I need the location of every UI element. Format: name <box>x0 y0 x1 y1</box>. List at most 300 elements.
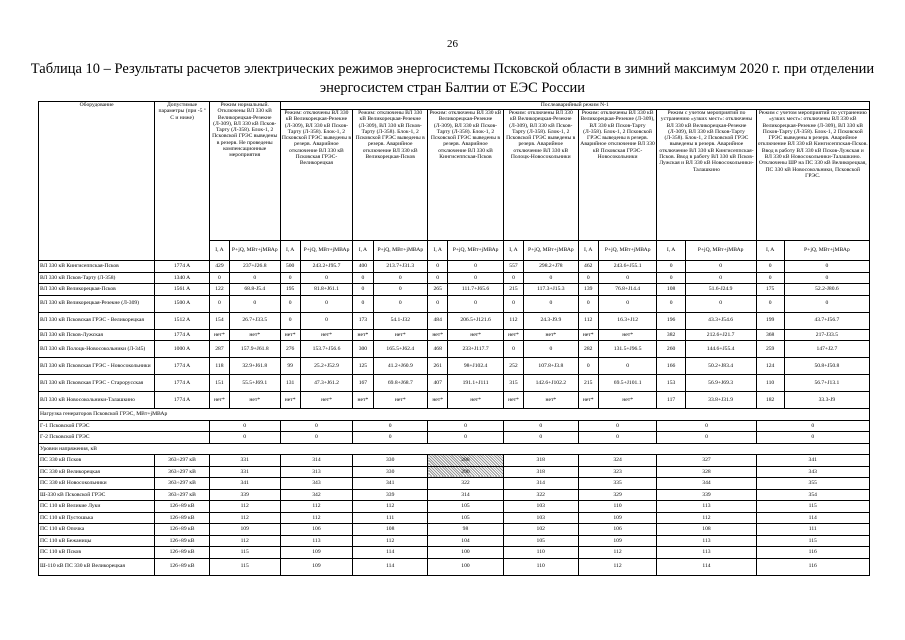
voltage-value: 106 <box>578 524 657 536</box>
line-value: 173 <box>353 312 373 329</box>
header-allowed-params: Допустимые параметры (при -5 º С и ниже) <box>155 102 210 261</box>
table-row <box>39 329 870 341</box>
generator-value: 0 <box>503 420 578 432</box>
table-row <box>39 466 870 478</box>
voltage-value: 290 <box>428 466 504 478</box>
voltage-allowed: 126÷89 кВ <box>155 501 210 513</box>
voltage-value: 322 <box>428 478 504 490</box>
header-mode-1: Режим: отключены ВЛ 330 кВ Великорецкая-Резекне (Л-309), ВЛ 330 кВ Псков-Тарту (Л-358). Блок-1, 2 Псковской ГРЭС выведены в резерв. Аварийное отключение ВЛ 330 кВ Псковская ГРЭС-Великорецкая <box>280 110 353 241</box>
line-value: 215 <box>503 284 523 296</box>
voltage-value: 103 <box>503 512 578 524</box>
voltage-value: 313 <box>280 466 353 478</box>
header-mode-3: Режим: отключены ВЛ 330 кВ Великорецкая-Резекне (Л-309), ВЛ 330 кВ Псков-Тарту (Л-358). Блок-1, 2 Псковской ГРЭС выведены в резерв. Аварийное отключение ВЛ 330 кВ Кингисеппская-Псков <box>428 110 504 241</box>
line-value: 43.7+J56.7 <box>784 312 869 329</box>
line-value: 0 <box>503 341 523 358</box>
line-value: 0 <box>448 295 504 312</box>
line-value: 0 <box>524 272 579 284</box>
header-col-power: P+jQ, МВт+jМВАр <box>598 241 657 261</box>
line-value: 81.8+J61.1 <box>300 284 353 296</box>
generator-value: 0 <box>209 420 280 432</box>
header-mode-5: Режим: отключены ВЛ 330 кВ Великорецкая-Резекне (Л-309), ВЛ 330 кВ Псков-Тарту (Л-358). Блок-1, 2 Псковской ГРЭС выведены в резерв. Аварийное отключение ВЛ 330 кВ Псковская ГРЭС-Новосокольники <box>578 110 657 241</box>
line-value: нет* <box>428 392 448 409</box>
substation-name: Ш-110 кВ ПС 330 кВ Великорецкая <box>39 558 155 575</box>
line-value: 41.2+J60.9 <box>373 358 428 375</box>
line-value: нет* <box>300 329 353 341</box>
voltage-value: 342 <box>280 489 353 501</box>
line-value: 382 <box>657 329 685 341</box>
line-value: 157.9+J61.8 <box>230 341 281 358</box>
line-value: 0 <box>598 295 657 312</box>
header-mode-6: Режим с учетом мероприятий по устранению «узких мест»: отключены ВЛ 330 кВ Великорецкая-Резекне (Л-309), ВЛ 330 кВ Псков-Тарту (Л-358). Блок-1, 2 Псковской ГРЭС выведены в резерв. Аварийное отключение ВЛ 330 кВ Кингисеппская-Псков. Ввод в работу ВЛ 330 кВ Псков-Лужская и ВЛ 330 кВ Новосокольники-Талашкино <box>657 110 756 241</box>
line-value: 167 <box>353 375 373 392</box>
voltage-value: 112 <box>657 512 756 524</box>
voltage-value: 109 <box>578 535 657 547</box>
voltage-value: 344 <box>657 478 756 490</box>
line-value: 112 <box>503 312 523 329</box>
header-col-current: I, A <box>428 241 448 261</box>
line-value: нет* <box>598 392 657 409</box>
generator-value: 0 <box>578 432 657 444</box>
line-value: 153 <box>657 375 685 392</box>
voltage-value: 339 <box>657 489 756 501</box>
voltage-value: 111 <box>353 512 428 524</box>
voltage-value: 109 <box>280 558 353 575</box>
line-value: 0 <box>230 295 281 312</box>
line-value: 0 <box>230 272 281 284</box>
voltage-value: 106 <box>280 524 353 536</box>
line-value: 276 <box>280 341 300 358</box>
voltage-value: 355 <box>756 478 870 490</box>
line-value: 206.5+J121.6 <box>448 312 504 329</box>
voltage-value: 331 <box>209 455 280 467</box>
line-value: 0 <box>428 295 448 312</box>
line-value: 196 <box>657 312 685 329</box>
table-row <box>39 478 870 490</box>
line-value: 265 <box>428 284 448 296</box>
voltage-value: 341 <box>756 455 870 467</box>
line-value: 233+J117.7 <box>448 341 504 358</box>
line-value: 260 <box>657 341 685 358</box>
line-value: 0 <box>448 261 504 273</box>
table-row <box>39 432 870 444</box>
section-row <box>39 443 870 455</box>
substation-name: ПС 330 кВ Великорецкая <box>39 466 155 478</box>
line-name: ВЛ 330 кВ Великорецкая-Резекне (Л-309) <box>39 295 155 312</box>
generator-value: 0 <box>353 420 428 432</box>
line-value: 300 <box>353 341 373 358</box>
substation-name: ПС 330 кВ Псков <box>39 455 155 467</box>
line-value: нет* <box>373 329 428 341</box>
line-value: нет* <box>448 392 504 409</box>
section-row <box>39 409 870 421</box>
substation-name: Ш-330 кВ Псковской ГРЭС <box>39 489 155 501</box>
header-mode-7: Режим с учетом мероприятий по устранению «узких мест»: отключены ВЛ 330 кВ Великорецкая-Резекне (Л-309), ВЛ 330 кВ Псков-Тарту (Л-358). Блок-1, 2 Псковской ГРЭС выведены в резерв. Аварийное отключение ВЛ 330 кВ Кингисеппская-Псков. Ввод в работу ВЛ 330 кВ Псков-Лужская и ВЛ 330 кВ Новосокольники-Талашкино. Отключены ШР на ПС 330 кВ Великорецкая, ПС 330 кВ Новосокольники, Псковской ГРЭС. <box>756 110 870 241</box>
line-value: 0 <box>280 272 300 284</box>
voltage-value: 112 <box>280 501 353 513</box>
line-name: ВЛ 330 кВ Псковская ГРЭС - Новосокольники <box>39 358 155 375</box>
line-value: нет* <box>503 392 523 409</box>
line-allowed: 1774 A <box>155 358 210 375</box>
line-value: 118 <box>209 358 229 375</box>
line-allowed: 1000 A <box>155 341 210 358</box>
table-row <box>39 261 870 273</box>
line-value: 400 <box>353 261 373 273</box>
line-name: ВЛ 330 кВ Псковская ГРЭС - Старорусская <box>39 375 155 392</box>
header-col-power: P+jQ, МВт+jМВАр <box>230 241 281 261</box>
voltage-value: 113 <box>657 535 756 547</box>
generator-value: 0 <box>578 420 657 432</box>
voltage-value: 341 <box>209 478 280 490</box>
voltage-value: 339 <box>353 489 428 501</box>
line-value: 212.6+J21.7 <box>685 329 756 341</box>
generator-value: 0 <box>428 432 504 444</box>
line-value: 16.3+J12 <box>598 312 657 329</box>
line-value: 282 <box>578 341 598 358</box>
line-value: 0 <box>209 295 229 312</box>
line-value: 0 <box>657 295 685 312</box>
voltage-value: 112 <box>578 558 657 575</box>
line-value: нет* <box>503 329 523 341</box>
line-value: 0 <box>353 272 373 284</box>
voltage-value: 112 <box>209 512 280 524</box>
voltage-value: 114 <box>657 558 756 575</box>
line-name: ВЛ 330 кВ Псковская ГРЭС - Великорецкая <box>39 312 155 329</box>
line-value: 117.3+J15.3 <box>524 284 579 296</box>
voltage-value: 112 <box>209 535 280 547</box>
line-value: 191.1+J111 <box>448 375 504 392</box>
line-value: 243.2+J95.7 <box>300 261 353 273</box>
line-value: 43.3+J54.6 <box>685 312 756 329</box>
line-value: 0 <box>428 272 448 284</box>
generator-value: 0 <box>428 420 504 432</box>
voltage-value: 335 <box>578 478 657 490</box>
line-allowed: 1774 A <box>155 375 210 392</box>
line-value: нет* <box>280 392 300 409</box>
table-row <box>39 547 870 559</box>
line-value: 0 <box>373 295 428 312</box>
line-value: нет* <box>524 329 579 341</box>
substation-name: ПС 110 кВ Бежаницы <box>39 535 155 547</box>
voltage-allowed: 363÷297 кВ <box>155 466 210 478</box>
voltage-value: 314 <box>503 478 578 490</box>
line-value: 144.6+J55.4 <box>685 341 756 358</box>
voltage-value: 343 <box>280 478 353 490</box>
line-value: 112 <box>578 312 598 329</box>
generator-name: Г-2 Псковской ГРЭС <box>39 432 210 444</box>
generator-value: 0 <box>756 420 870 432</box>
line-value: нет* <box>524 392 579 409</box>
voltage-value: 108 <box>657 524 756 536</box>
generator-value: 0 <box>756 432 870 444</box>
line-value: 25.2+J52.9 <box>300 358 353 375</box>
voltage-value: 327 <box>657 455 756 467</box>
substation-name: ПС 110 кВ Пустошька <box>39 512 155 524</box>
line-value: нет* <box>428 329 448 341</box>
substation-name: ПС 110 кВ Великие Луки <box>39 501 155 513</box>
line-value: 237+J26.8 <box>230 261 281 273</box>
line-value: 110 <box>756 375 784 392</box>
voltage-allowed: 363÷297 кВ <box>155 489 210 501</box>
line-value: 50.8+J50.8 <box>784 358 869 375</box>
voltage-value: 328 <box>657 466 756 478</box>
header-col-current: I, A <box>209 241 229 261</box>
line-value: 0 <box>448 272 504 284</box>
line-value: 0 <box>373 272 428 284</box>
table-row <box>39 312 870 329</box>
line-value: нет* <box>209 329 229 341</box>
line-value: 131.5+J96.5 <box>598 341 657 358</box>
line-value: 0 <box>598 358 657 375</box>
line-value: 0 <box>756 261 784 273</box>
line-value: 33.8+J31.9 <box>685 392 756 409</box>
voltage-value: 104 <box>428 535 504 547</box>
generator-value: 0 <box>209 432 280 444</box>
line-value: 142.6+J102.2 <box>524 375 579 392</box>
voltage-value: 112 <box>578 547 657 559</box>
voltage-value: 98 <box>428 524 504 536</box>
line-value: 139 <box>578 284 598 296</box>
line-value: 50.2+J83.4 <box>685 358 756 375</box>
header-col-power: P+jQ, МВт+jМВАр <box>685 241 756 261</box>
voltage-allowed: 126÷89 кВ <box>155 547 210 559</box>
line-value: 165.5+J62.4 <box>373 341 428 358</box>
line-value: 107.8+J3.8 <box>524 358 579 375</box>
line-allowed: 1774 A <box>155 329 210 341</box>
voltage-value: 112 <box>280 512 353 524</box>
line-value: 55.5+J69.1 <box>230 375 281 392</box>
voltage-value: 339 <box>209 489 280 501</box>
line-value: 0 <box>598 272 657 284</box>
line-value: 0 <box>209 272 229 284</box>
voltage-value: 105 <box>428 501 504 513</box>
substation-name: ПС 110 кВ Опочка <box>39 524 155 536</box>
table-row <box>39 295 870 312</box>
voltage-value: 115 <box>209 547 280 559</box>
line-value: нет* <box>578 329 598 341</box>
line-value: 0 <box>756 295 784 312</box>
line-value: 0 <box>353 284 373 296</box>
voltage-value: 110 <box>578 501 657 513</box>
line-value: 0 <box>578 358 598 375</box>
line-value: 124 <box>756 358 784 375</box>
header-col-current: I, A <box>353 241 373 261</box>
line-value: 0 <box>578 272 598 284</box>
line-value: 68.8-J5.4 <box>230 284 281 296</box>
line-value: 52.2-J80.6 <box>784 284 869 296</box>
voltage-value: 330 <box>353 455 428 467</box>
line-value: нет* <box>300 392 353 409</box>
line-value: 54.1-J32 <box>373 312 428 329</box>
line-value: 0 <box>503 272 523 284</box>
substation-name: ПС 110 кВ Псков <box>39 547 155 559</box>
generator-value: 0 <box>353 432 428 444</box>
generator-value: 0 <box>503 432 578 444</box>
line-value: нет* <box>448 329 504 341</box>
line-value: 33.3-J9 <box>784 392 869 409</box>
generator-name: Г-1 Псковской ГРЭС <box>39 420 210 432</box>
voltage-value: 114 <box>756 512 870 524</box>
voltage-value: 330 <box>353 466 428 478</box>
line-value: 0 <box>280 312 300 329</box>
line-name: ВЛ 330 кВ Великорецкая-Псков <box>39 284 155 296</box>
voltage-value: 102 <box>503 524 578 536</box>
line-value: 484 <box>428 312 448 329</box>
line-value: 259 <box>756 341 784 358</box>
line-value: 0 <box>756 272 784 284</box>
line-value: 0 <box>300 272 353 284</box>
table-row <box>39 489 870 501</box>
line-value: нет* <box>353 329 373 341</box>
line-value: 166 <box>657 358 685 375</box>
voltage-value: 116 <box>756 558 870 575</box>
line-value: нет* <box>280 329 300 341</box>
line-value: 175 <box>756 284 784 296</box>
line-value: 0 <box>685 272 756 284</box>
voltage-value: 112 <box>353 535 428 547</box>
voltage-value: 324 <box>578 455 657 467</box>
table-row <box>39 558 870 575</box>
voltage-value: 111 <box>756 524 870 536</box>
line-value: 56.7+J13.1 <box>784 375 869 392</box>
line-allowed: 1774 A <box>155 261 210 273</box>
table-row <box>39 420 870 432</box>
table-row <box>39 455 870 467</box>
line-value: 0 <box>784 261 869 273</box>
voltages-section-title: Уровни напряжения, кВ <box>39 443 870 455</box>
substation-name: ПС 330 кВ Новосокольники <box>39 478 155 490</box>
line-value: 215 <box>578 375 598 392</box>
line-value: 0 <box>657 272 685 284</box>
table-row <box>39 501 870 513</box>
line-value: 122 <box>209 284 229 296</box>
line-name: ВЛ 330 кВ Псков-Тарту (Л-358) <box>39 272 155 284</box>
line-value: 69.5+J101.1 <box>598 375 657 392</box>
line-value: 0 <box>784 272 869 284</box>
voltage-value: 314 <box>280 455 353 467</box>
line-value: 217-J33.5 <box>784 329 869 341</box>
voltage-value: 112 <box>209 501 280 513</box>
voltage-value: 103 <box>503 501 578 513</box>
header-col-current: I, A <box>657 241 685 261</box>
line-value: 252 <box>503 358 523 375</box>
line-value: 0 <box>428 261 448 273</box>
line-name: ВЛ 330 кВ Кингисеппская-Псков <box>39 261 155 273</box>
voltage-value: 115 <box>209 558 280 575</box>
voltage-value: 343 <box>756 466 870 478</box>
line-value: 287 <box>209 341 229 358</box>
voltage-value: 100 <box>428 558 504 575</box>
line-value: 0 <box>353 295 373 312</box>
line-value: 56.9+J69.3 <box>685 375 756 392</box>
header-normal-mode: Режим нормальный. Отключены ВЛ 330 кВ Великорецкая-Резекне (Л-309), ВЛ 330 кВ Псков-Тарту (Л-358). Блок-1, 2 Псковской ГРЭС выведены в резерв. Не проведены компенсационные мероприятия <box>209 102 280 241</box>
table-row <box>39 524 870 536</box>
voltage-value: 331 <box>209 466 280 478</box>
generator-value: 0 <box>280 420 353 432</box>
voltage-value: 113 <box>657 501 756 513</box>
generator-value: 0 <box>657 420 756 432</box>
line-value: 0 <box>524 295 579 312</box>
line-value: 368 <box>756 329 784 341</box>
line-allowed: 1512 A <box>155 312 210 329</box>
table-row <box>39 512 870 524</box>
header-col-current: I, A <box>578 241 598 261</box>
line-value: 0 <box>685 261 756 273</box>
line-value: 407 <box>428 375 448 392</box>
voltage-value: 109 <box>280 547 353 559</box>
generators-section-title: Нагрузка генераторов Псковской ГРЭС, МВт+jМВАр <box>39 409 870 421</box>
generator-value: 0 <box>657 432 756 444</box>
line-name: ВЛ 330 кВ Полоцк-Новосокольники (Л-345) <box>39 341 155 358</box>
line-value: 76.8+J14.4 <box>598 284 657 296</box>
line-value: 298.2+J78 <box>524 261 579 273</box>
line-value: 154 <box>209 312 229 329</box>
line-value: 0 <box>503 295 523 312</box>
line-value: 24.3-J9.9 <box>524 312 579 329</box>
voltage-allowed: 363÷297 кВ <box>155 455 210 467</box>
voltage-value: 113 <box>280 535 353 547</box>
voltage-value: 116 <box>756 547 870 559</box>
voltage-value: 114 <box>353 558 428 575</box>
voltage-value: 105 <box>428 512 504 524</box>
line-value: 0 <box>300 295 353 312</box>
header-col-current: I, A <box>503 241 523 261</box>
voltage-value: 112 <box>353 501 428 513</box>
line-allowed: 1500 A <box>155 295 210 312</box>
voltage-allowed: 363÷297 кВ <box>155 478 210 490</box>
header-col-power: P+jQ, МВт+jМВАр <box>300 241 353 261</box>
voltage-value: 314 <box>428 489 504 501</box>
table-title: Таблица 10 – Результаты расчетов электрических режимов энергосистемы Псковской области в зимний максимум 2020 г. при отделении энергосистем стран Балтии от ЕЭС России <box>30 61 875 96</box>
line-value: 0 <box>784 295 869 312</box>
voltage-allowed: 126÷89 кВ <box>155 524 210 536</box>
page-number: 26 <box>447 38 458 50</box>
line-allowed: 1774 A <box>155 392 210 409</box>
line-value: 32.9+J61.8 <box>230 358 281 375</box>
line-value: 261 <box>428 358 448 375</box>
line-value: 0 <box>657 261 685 273</box>
line-value: 0 <box>300 312 353 329</box>
header-equipment: Оборудование <box>39 102 155 261</box>
voltage-value: 115 <box>756 501 870 513</box>
voltage-value: 110 <box>503 558 578 575</box>
line-value: 500 <box>280 261 300 273</box>
line-value: 468 <box>428 341 448 358</box>
voltage-value: 114 <box>353 547 428 559</box>
line-value: 98+J102.4 <box>448 358 504 375</box>
voltage-value: 318 <box>503 466 578 478</box>
line-value: 462 <box>578 261 598 273</box>
line-value: нет* <box>373 392 428 409</box>
line-value: нет* <box>353 392 373 409</box>
voltage-value: 341 <box>353 478 428 490</box>
table-row <box>39 341 870 358</box>
line-value: 557 <box>503 261 523 273</box>
line-value: 69.8+J68.7 <box>373 375 428 392</box>
table-row <box>39 272 870 284</box>
line-value: 182 <box>756 392 784 409</box>
line-value: 0 <box>524 341 579 358</box>
line-value: 125 <box>353 358 373 375</box>
line-value: 151 <box>209 375 229 392</box>
line-value: нет* <box>230 392 281 409</box>
line-value: 111.7+J65.6 <box>448 284 504 296</box>
table-row <box>39 535 870 547</box>
line-value: 213.7+J31.3 <box>373 261 428 273</box>
voltage-value: 323 <box>578 466 657 478</box>
header-mode-4: Режим: отключены ВЛ 330 кВ Великорецкая-Резекне (Л-309), ВЛ 330 кВ Псков-Тарту (Л-358). Блок-1, 2 Псковской ГРЭС выведены в резерв. Аварийное отключение ВЛ 330 кВ Полоцк-Новосокольники <box>503 110 578 241</box>
voltage-value: 288 <box>428 455 504 467</box>
header-col-power: P+jQ, МВт+jМВАр <box>784 241 869 261</box>
